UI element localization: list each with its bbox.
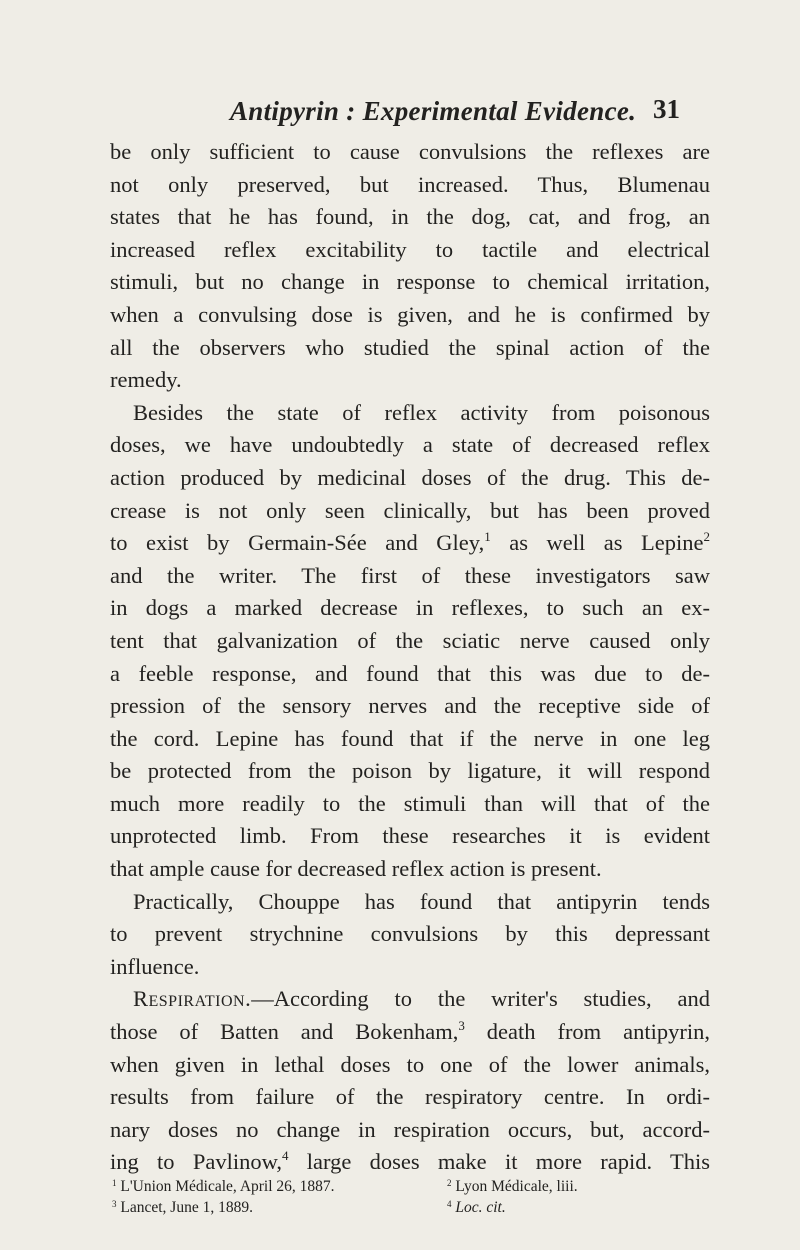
footnote-text: Lancet, June 1, 1889. [120,1199,253,1216]
text-line: to prevent strychnine convulsions by this depressant [110,921,710,947]
footnote [447,1176,578,1197]
text-line: action produced by medicinal doses of the drug. This de- [110,464,710,490]
text-fragment: those of Batten and Bokenham, [110,1019,459,1045]
text-line: Practically, Chouppe has found that antipyrin tends [133,888,710,914]
text-line: stimuli, but no change in response to chemical irritation, [110,269,710,295]
text-line: all the observers who studied the spinal action of the [110,334,710,360]
footnote [112,1176,335,1197]
footnote-ref[interactable]: 4 [282,1148,289,1164]
text-line: crease is not only seen clinically, but has been proved [110,497,710,523]
text-line: be only sufficient to cause convulsions the reflexes are [110,139,710,164]
footnote-ref[interactable]: 1 [484,529,491,545]
footnote-ref[interactable]: 2 [703,529,710,545]
running-header [0,94,800,134]
text-line [110,1146,710,1179]
text-line: increased reflex excitability to tactile and electrical [110,236,710,262]
footnote [112,1197,253,1218]
text-line: the cord. Lepine has found that if the nerve in one leg [110,725,710,751]
text-line: in dogs a marked decrease in reflexes, to such an ex- [110,595,710,621]
text-line: not only preserved, but increased. Thus, Blumenau [110,171,710,197]
footnote-text: L'Union Médicale, April 26, 1887. [120,1178,335,1195]
text-line: when a convulsing dose is given, and he is confirmed by [110,301,710,327]
section-heading: Respiration. [133,986,252,1012]
footnote-marker: 1 [112,1178,117,1188]
footnote-marker: 2 [447,1178,452,1188]
text-line: remedy. [110,367,182,393]
text-line: when given in lethal doses to one of the lower animals, [110,1051,710,1077]
text-fragment: to exist by Germain-Sée and Gley, [110,530,485,556]
text-fragment: death from antipyrin, [464,1019,710,1045]
text-line: much more readily to the stimuli than will that of the [110,790,710,816]
text-line: influence. [110,953,200,979]
footnote-ref[interactable]: 3 [458,1018,465,1034]
text-line: results from failure of the respiratory centre. In ordi- [110,1084,710,1110]
text-line: that ample cause for decreased reflex action is present. [110,856,602,882]
text-line: pression of the sensory nerves and the receptive side of [110,693,710,719]
text-fragment: ing to Pavlinow, [110,1149,282,1175]
footnote-text: Lyon Médicale, liii. [455,1178,578,1195]
text-line [110,527,710,560]
footnote-marker: 3 [112,1199,117,1209]
text-line: and the writer. The first of these investigators saw [110,562,710,588]
text-line: nary doses no change in respiration occurs, but, accord- [110,1116,710,1142]
text-line: states that he has found, in the dog, cat, and frog, an [110,204,710,230]
footnote-marker: 4 [447,1199,452,1209]
text-line: a feeble response, and found that this was due to de- [110,660,710,686]
text-line: be protected from the poison by ligature, it will respond [110,758,710,784]
text-fragment: large doses make it more rapid. This [288,1149,710,1175]
footnote [447,1197,506,1218]
text-line [110,1016,710,1049]
text-line: doses, we have undoubtedly a state of decreased reflex [110,432,710,458]
footnote-text: Loc. cit. [455,1199,506,1216]
text-line: tent that galvanization of the sciatic nerve caused only [110,627,710,653]
running-title: Antipyrin : Experimental Evidence. [230,96,637,126]
text-fragment: as well as Lepine [490,530,704,556]
body-text [110,136,710,1179]
text-line [110,983,710,1016]
text-line: Besides the state of reflex activity from poisonous [133,399,710,425]
footnotes [112,1176,712,1218]
text-line: unprotected limb. From these researches it is evident [110,823,710,849]
page-number: 31 [653,94,680,124]
text-fragment: —According to the writer's studies, and [251,986,710,1012]
